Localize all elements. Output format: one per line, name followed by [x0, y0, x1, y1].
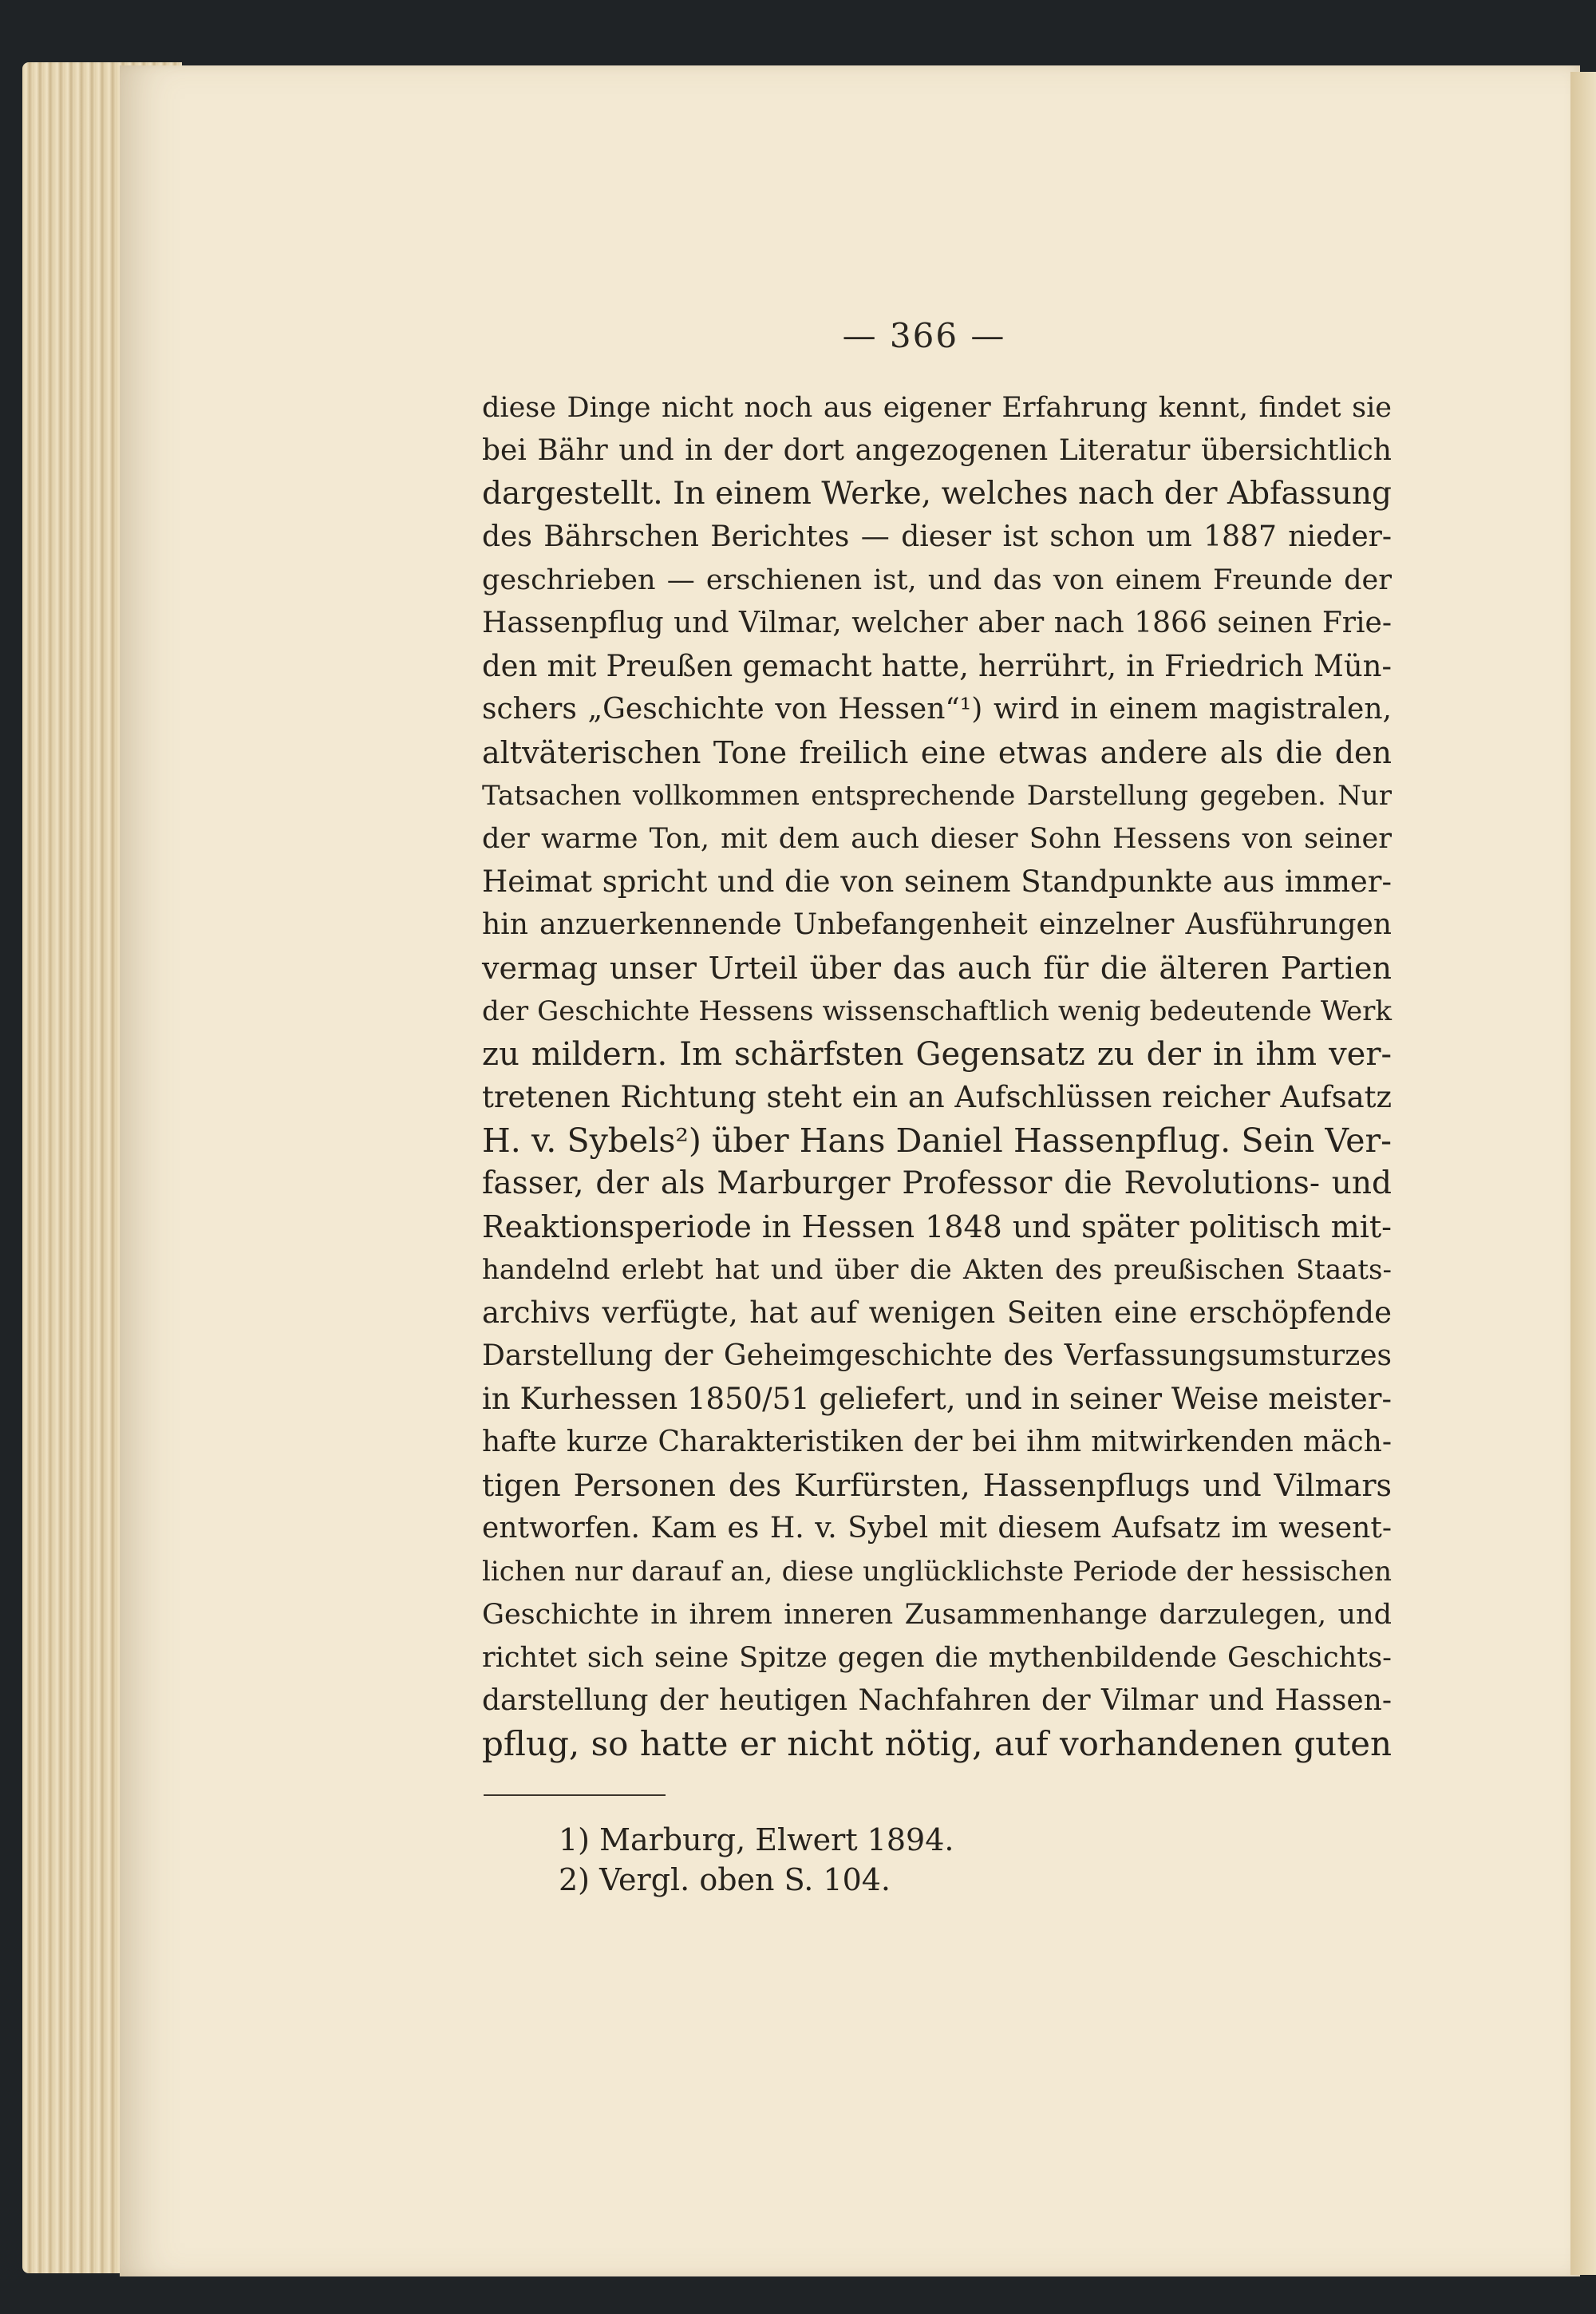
text-line: der Geschichte Hessens wissenschaftlich wenig bedeutende Werk	[482, 995, 1392, 1027]
footnotes	[559, 1820, 954, 1900]
text-line: H. v. Sybels²) über Hans Daniel Hassenpflug. Sein Ver-	[482, 1121, 1392, 1160]
text-line: der warme Ton, mit dem auch dieser Sohn Hessens von seiner	[482, 823, 1392, 855]
text-line: den mit Preußen gemacht hatte, herrührt, in Friedrich Mün-	[482, 649, 1392, 683]
text-line: geschrieben — erschienen ist, und das von einem Freunde der	[482, 564, 1392, 596]
footnote-2: 2) Vergl. oben S. 104.	[559, 1862, 891, 1897]
body-text	[482, 386, 1392, 1766]
text-line: bei Bähr und in der dort angezogenen Literatur übersichtlich	[482, 434, 1392, 467]
text-line: pflug, so hatte er nicht nötig, auf vorhandenen guten	[482, 1724, 1392, 1763]
text-line: Reaktionsperiode in Hessen 1848 und später politisch mit-	[482, 1209, 1392, 1244]
text-line: darstellung der heutigen Nachfahren der Vilmar und Hassen-	[482, 1684, 1392, 1717]
text-line: tretenen Richtung steht ein an Aufschlüssen reicher Aufsatz	[482, 1080, 1392, 1114]
text-line: dargestellt. In einem Werke, welches nach der Abfassung	[482, 476, 1392, 512]
text-line: handelnd erlebt hat und über die Akten des preußischen Staats-	[482, 1254, 1392, 1286]
text-line: diese Dinge nicht noch aus eigener Erfahrung kennt, findet sie	[482, 392, 1392, 424]
text-line: Darstellung der Geheimgeschichte des Verfassungsumsturzes	[482, 1339, 1392, 1372]
text-line: entworfen. Kam es H. v. Sybel mit diesem Aufsatz im wesent-	[482, 1512, 1392, 1545]
right-page-edge	[1570, 72, 1596, 2275]
footnote-1: 1) Marburg, Elwert 1894.	[559, 1822, 954, 1857]
text-line: tigen Personen des Kurfürsten, Hassenpflugs und Vilmars	[482, 1468, 1392, 1503]
text-line: des Bährschen Berichtes — dieser ist schon um 1887 nieder-	[482, 520, 1392, 553]
text-line: Tatsachen vollkommen entsprechende Darstellung gegeben. Nur	[482, 780, 1392, 812]
text-line: hin anzuerkennende Unbefangenheit einzelner Ausführungen	[482, 908, 1392, 941]
text-line: lichen nur darauf an, diese unglücklichste Periode der hessischen	[482, 1556, 1392, 1588]
text-line: Hassenpflug und Vilmar, welcher aber nach 1866 seinen Frie-	[482, 607, 1392, 639]
text-line: in Kurhessen 1850/51 geliefert, und in seiner Weise meister-	[482, 1382, 1392, 1416]
text-line: Heimat spricht und die von seinem Standpunkte aus immer-	[482, 864, 1392, 899]
text-line: fasser, der als Marburger Professor die Revolutions- und	[482, 1165, 1392, 1201]
text-line: hafte kurze Charakteristiken der bei ihm mitwirkenden mäch-	[482, 1426, 1392, 1458]
text-line: archivs verfügte, hat auf wenigen Seiten eine erschöpfende	[482, 1295, 1392, 1330]
text-line: zu mildern. Im schärfsten Gegensatz zu der in ihm ver-	[482, 1036, 1392, 1073]
text-line: altväterischen Tone freilich eine etwas andere als die den	[482, 735, 1392, 770]
text-line: schers „Geschichte von Hessen“¹) wird in einem magistralen,	[482, 693, 1392, 726]
text-line: vermag unser Urteil über das auch für die älteren Partien	[482, 951, 1392, 986]
text-line: richtet sich seine Spitze gegen die mythenbildende Geschichts-	[482, 1642, 1392, 1674]
page-number: — 366 —	[842, 316, 1006, 355]
text-line: Geschichte in ihrem inneren Zusammenhange darzulegen, und	[482, 1599, 1392, 1631]
footnote-divider	[484, 1794, 666, 1796]
